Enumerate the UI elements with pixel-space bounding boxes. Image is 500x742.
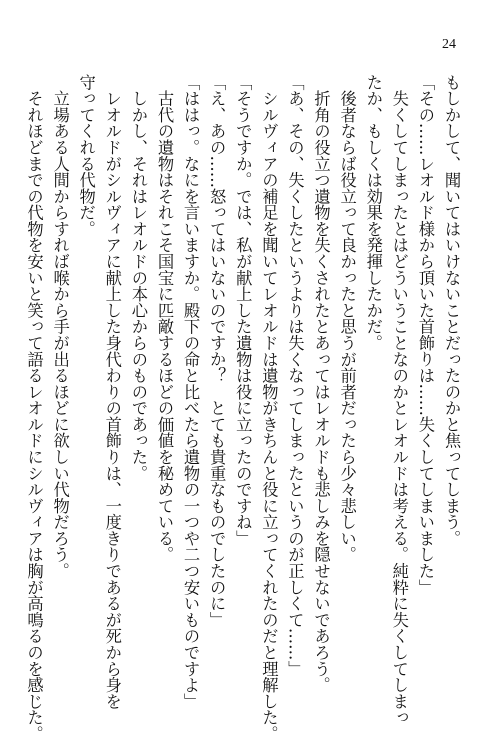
text-line: しかし、それはレオルドの本心からのものであった。 [128, 74, 148, 482]
text-line: もしかして、聞いてはいけないことだったのかと焦ってしまう。 [442, 74, 461, 547]
page-number: 24 [442, 37, 456, 52]
text-line: 「その……レオルド様から頂いた首飾りは……失くしてしまいました」 [415, 74, 435, 596]
text-line: 守ってくれる代物だ。 [76, 74, 96, 237]
text-line: それほどまでの代物を安いと笑って語るレオルドにシルヴィアは胸が高鳴るのを感じた。 [24, 74, 44, 742]
text-line: 折角の役立つ遺物を失くされたとあってはレオルドも悲しみを隠せないであろう。 [311, 74, 331, 694]
text-line: 後者ならば役立って良かったと思うが前者だったら少々悲しい。 [337, 74, 357, 563]
text-line: 「え、あの……怒ってはいないのですか？ とても貴重なものでしたのに」 [207, 74, 227, 628]
text-line: 「そうですか。では、私が献上した遺物は役に立ったのですね」 [233, 74, 253, 547]
text-line: たか、もしくは効果を発揮したかだ。 [363, 74, 383, 351]
text-line: 「あ、その、失くしたというよりは失くなってしまったというのが正しくて……」 [285, 74, 305, 677]
text-line: 立場ある人間からすれば喉から手が出るほどに欲しい代物だろう。 [50, 74, 70, 579]
text-line: レオルドがシルヴィアに献上した身代わりの首飾りは、一度きりであるが死から身を [102, 74, 122, 710]
text-line: シルヴィアの補足を聞いてレオルドは遺物がきちんと役に立ってくれたのだと理解した。 [259, 74, 279, 742]
vertical-text-body [24, 74, 464, 742]
text-line: 失くしてしまったとはどういうことなのかとレオルドは考える。純粋に失くしてしまっ [389, 74, 409, 726]
text-line: 古代の遺物はそれこそ国宝に匹敵するほどの価値を秘めている。 [154, 74, 174, 563]
text-line: 「ははっ。なにを言いますか。殿下の命と比べたら遺物の一つや二つ安いものですよ」 [181, 74, 201, 710]
